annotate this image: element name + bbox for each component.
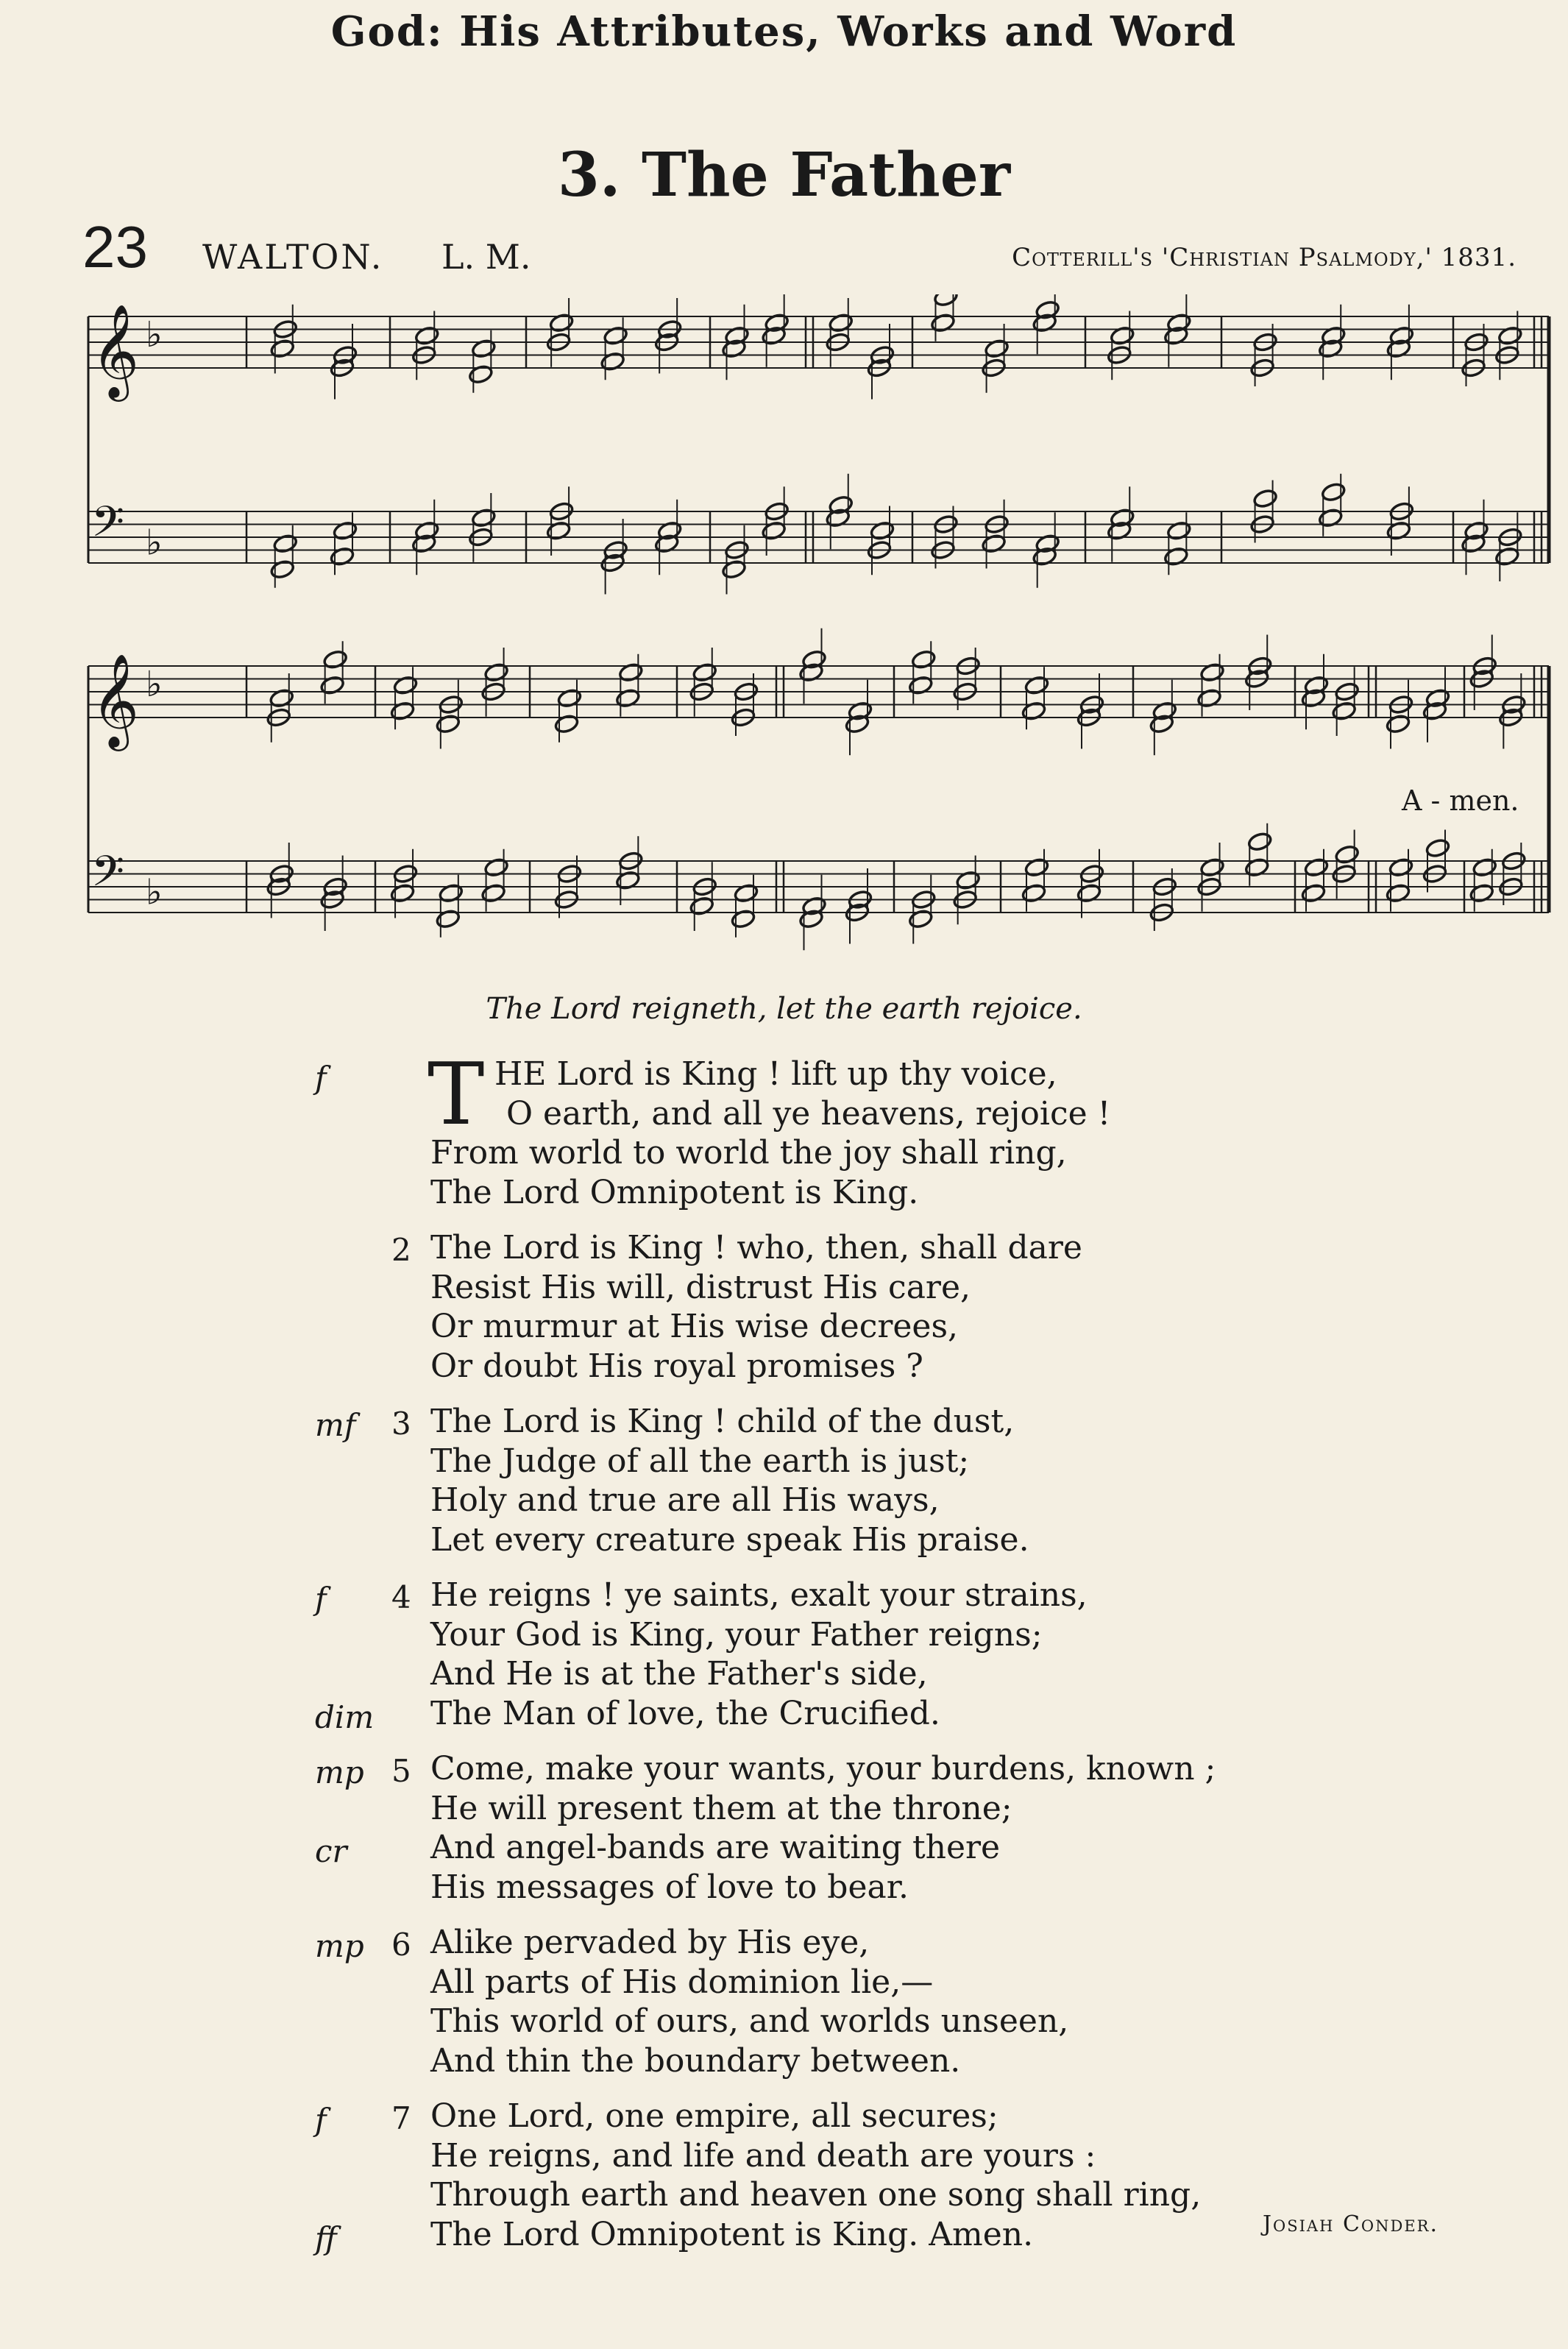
tune-source: Cotterill's 'Christian Psalmody,' 1831.	[1012, 243, 1516, 272]
verse-line: The Lord Omnipotent is King. Amen.	[430, 2215, 1034, 2253]
note-head	[390, 883, 416, 904]
note-head	[1321, 482, 1347, 503]
note-head	[269, 339, 295, 359]
note-head	[908, 909, 934, 929]
note-head	[393, 675, 419, 695]
flat-sign: ♭	[146, 871, 163, 913]
dynamic-marking: f	[315, 1581, 327, 1617]
note-head	[801, 649, 827, 670]
note-head	[618, 662, 644, 683]
verse-line: Through earth and heaven one song shall ring,	[430, 2176, 1202, 2214]
note-head	[319, 675, 345, 695]
note-head	[390, 701, 416, 721]
note-head	[435, 714, 461, 734]
verse-line: HE Lord is King ! lift up thy voice,	[494, 1055, 1057, 1093]
note-head	[471, 339, 497, 359]
verse-line: And thin the boundary between.	[430, 2041, 961, 2080]
note-head	[1334, 844, 1360, 865]
note-head	[930, 313, 956, 333]
verse-line: Alike pervaded by His eye,	[430, 1924, 870, 1961]
verse-line: The Lord is King ! who, then, shall dare	[430, 1229, 1082, 1266]
drop-cap: T	[428, 1045, 485, 1144]
note-head	[1021, 701, 1047, 721]
note-head	[1076, 883, 1102, 904]
page-header: God: His Attributes, Works and Word	[330, 7, 1238, 56]
verse-line: Or doubt His royal promises ?	[430, 1347, 923, 1385]
note-head	[333, 520, 358, 541]
flat-sign: ♭	[146, 314, 163, 355]
note-head	[435, 909, 461, 929]
note-head	[764, 313, 790, 333]
note-head	[615, 870, 641, 890]
verse-line: Or murmur at His wise decrees,	[430, 1308, 959, 1345]
verse-line: He reigns ! ye saints, exalt your strains,	[430, 1576, 1088, 1614]
dynamic-marking: mf	[315, 1407, 356, 1443]
note-head	[1244, 857, 1270, 878]
note-head	[657, 520, 683, 541]
note-head	[828, 313, 854, 333]
verse-line: The Lord is King ! child of the dust,	[430, 1403, 1015, 1440]
note-head	[272, 534, 298, 554]
note-head	[1425, 688, 1451, 709]
verse-line: Holy and true are all His ways,	[430, 1481, 940, 1519]
note-head	[1301, 883, 1327, 904]
verse-number: 5	[391, 1753, 411, 1789]
dynamic-marking: dim	[315, 1698, 375, 1735]
note-head	[721, 559, 747, 580]
verse-line: All parts of His dominion lie,—	[430, 1963, 934, 2001]
note-head	[483, 857, 509, 878]
note-head	[549, 313, 575, 333]
note-head	[603, 325, 628, 346]
note-head	[1021, 883, 1047, 904]
verse-number: 4	[391, 1579, 411, 1615]
note-head	[908, 675, 934, 695]
verse-line: The Man of love, the Crucified.	[430, 1694, 940, 1732]
note-head	[1464, 520, 1489, 541]
verse-line: The Judge of all the earth is just;	[430, 1442, 970, 1480]
verse-line: His messages of love to bear.	[430, 1868, 909, 1906]
music-score	[0, 294, 1568, 986]
verse-line: The Lord Omnipotent is King.	[430, 1173, 919, 1211]
note-head	[1331, 701, 1357, 721]
note-head	[1386, 714, 1411, 734]
flat-sign: ♭	[146, 664, 163, 705]
note-head	[761, 520, 787, 541]
verse-line: Come, make your wants, your burdens, known ;	[430, 1750, 1216, 1788]
amen-label: A - men.	[1402, 784, 1519, 817]
note-head	[1247, 832, 1273, 852]
note-head	[557, 688, 583, 709]
verse-number: 2	[391, 1232, 411, 1268]
note-head	[330, 546, 355, 567]
verse-line: O earth, and all ye heavens, rejoice !	[506, 1094, 1111, 1133]
verse-line: This world of ours, and worlds unseen,	[430, 2002, 1069, 2040]
note-head	[483, 662, 509, 683]
note-head	[689, 896, 714, 916]
verse-line: And angel-bands are waiting there	[430, 1829, 1001, 1866]
note-head	[1035, 300, 1060, 320]
note-head	[468, 364, 494, 385]
section-title: 3. The Father	[557, 140, 1011, 210]
note-head	[1110, 508, 1135, 528]
note-head	[480, 883, 506, 904]
note-head	[911, 649, 937, 670]
note-head	[933, 294, 959, 308]
note-head	[870, 520, 895, 541]
verse-line: One Lord, one empire, all secures;	[430, 2097, 998, 2135]
dynamic-marking: f	[315, 1060, 327, 1096]
note-head	[1389, 325, 1415, 346]
verse-line: He will present them at the throne;	[430, 1789, 1012, 1827]
note-head	[1252, 488, 1278, 509]
dynamic-marking: cr	[315, 1833, 347, 1869]
note-head	[322, 649, 348, 670]
note-head	[1304, 857, 1330, 878]
verse-line: From world to world the joy shall ring,	[430, 1134, 1067, 1172]
dynamic-marking: ff	[315, 2219, 337, 2256]
verse-line: Your God is King, your Father reigns;	[430, 1615, 1043, 1654]
note-head	[1318, 508, 1344, 528]
note-head	[1386, 883, 1411, 904]
note-head	[1163, 546, 1189, 567]
dynamic-marking: mp	[315, 1928, 364, 1964]
note-head	[471, 508, 497, 528]
note-head	[848, 701, 873, 721]
note-head	[801, 896, 827, 916]
note-head	[955, 870, 981, 890]
note-head	[734, 883, 759, 904]
note-head	[828, 495, 854, 515]
note-head	[1152, 701, 1177, 721]
meter: L. M.	[441, 237, 531, 277]
note-head	[546, 520, 572, 541]
note-head	[724, 325, 750, 346]
note-head	[414, 325, 440, 346]
hymn-number: 23	[82, 214, 148, 280]
note-head	[1110, 325, 1135, 346]
note-head	[1199, 662, 1225, 683]
verse-line: Let every creature speak His praise.	[430, 1520, 1029, 1559]
verse-number: 7	[391, 2100, 411, 2136]
note-head	[1024, 675, 1050, 695]
bass-clef: 𝄢	[91, 846, 125, 907]
verse-number: 3	[391, 1406, 411, 1442]
note-head	[1035, 534, 1060, 554]
note-head	[615, 688, 641, 709]
note-head	[1166, 313, 1192, 333]
note-head	[1497, 325, 1523, 346]
note-head	[554, 714, 580, 734]
treble-clef: 𝄞	[91, 303, 140, 397]
note-head	[1024, 857, 1050, 878]
note-head	[1388, 857, 1414, 878]
note-head	[1199, 857, 1225, 878]
treble-clef: 𝄞	[91, 653, 140, 747]
note-head	[269, 688, 294, 709]
note-head	[731, 909, 756, 929]
author: Josiah Conder.	[1263, 2211, 1438, 2237]
note-head	[600, 351, 625, 372]
verse-line: He reigns, and life and death are yours :	[430, 2136, 1096, 2175]
note-head	[1304, 675, 1330, 695]
note-head	[438, 883, 464, 904]
verse-line: And He is at the Father's side,	[430, 1655, 928, 1693]
tune-name: WALTON.	[202, 237, 384, 277]
dynamic-marking: f	[315, 2102, 327, 2138]
note-head	[269, 559, 295, 580]
verse-number: 6	[391, 1927, 411, 1963]
bass-clef: 𝄢	[91, 497, 125, 557]
note-head	[414, 520, 440, 541]
note-head	[984, 339, 1010, 359]
verse-line: Resist His will, distrust His care,	[430, 1268, 971, 1306]
flat-sign: ♭	[146, 522, 163, 564]
dynamic-marking: mp	[315, 1754, 364, 1790]
note-head	[1469, 883, 1494, 904]
note-head	[1321, 325, 1347, 346]
note-head	[1425, 837, 1451, 858]
hymn-subtitle: The Lord reigneth, let the earth rejoice.	[486, 992, 1082, 1026]
note-head	[1494, 546, 1520, 567]
note-head	[1196, 688, 1222, 709]
note-head	[1386, 520, 1412, 541]
note-head	[1472, 857, 1497, 878]
note-head	[981, 534, 1007, 554]
note-head	[692, 662, 717, 683]
note-head	[1166, 520, 1192, 541]
